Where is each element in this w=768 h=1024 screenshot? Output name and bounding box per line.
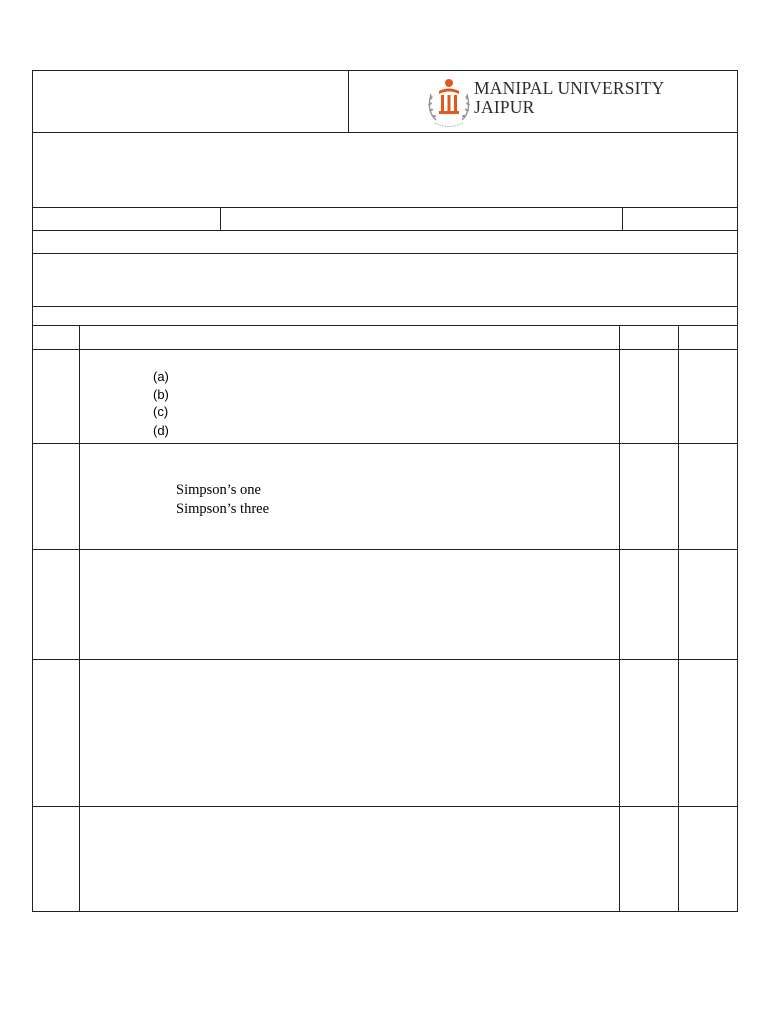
table-row-1-qno: [32, 349, 80, 444]
table-row-2-co: [678, 443, 738, 550]
table-row-2-question: [79, 443, 620, 550]
table-row-4-question: [79, 659, 620, 807]
table-row-3-qno: [32, 549, 80, 660]
option-a-label: (a): [153, 369, 169, 384]
table-header-qno: [32, 325, 80, 350]
header-left-cell: [32, 70, 349, 133]
university-name-line2: JAIPUR: [474, 97, 535, 117]
table-row-3-co: [678, 549, 738, 660]
university-emblem-icon: [426, 74, 472, 130]
info-cell-left: [32, 207, 221, 231]
exam-title-block: [32, 132, 738, 208]
info-cell-right: [622, 207, 738, 231]
table-header-marks: [619, 325, 679, 350]
table-row-2-qno: [32, 443, 80, 550]
table-row-1-marks: [619, 349, 679, 444]
option-b-label: (b): [153, 387, 169, 402]
section-row: [32, 306, 738, 326]
info-row: [32, 230, 738, 254]
table-header-question: [79, 325, 620, 350]
table-row-3-marks: [619, 549, 679, 660]
table-row-5-question: [79, 806, 620, 912]
table-row-4-co: [678, 659, 738, 807]
simpson-three-text: Simpson’s three: [176, 501, 270, 517]
info-cell-middle: [220, 207, 623, 231]
table-row-5-co: [678, 806, 738, 912]
university-name-line1: MANIPAL UNIVERSITY: [474, 78, 665, 98]
simpson-one-text: Simpson’s one: [176, 482, 261, 498]
table-row-1-co: [678, 349, 738, 444]
table-header-co: [678, 325, 738, 350]
instructions-block: [32, 253, 738, 307]
university-logo: [426, 74, 666, 130]
table-row-4-qno: [32, 659, 80, 807]
table-row-4-marks: [619, 659, 679, 807]
table-row-2-marks: [619, 443, 679, 550]
table-row-3-question: [79, 549, 620, 660]
option-d-label: (d): [153, 423, 169, 438]
option-c-label: (c): [153, 404, 169, 419]
table-row-5-marks: [619, 806, 679, 912]
table-row-5-qno: [32, 806, 80, 912]
